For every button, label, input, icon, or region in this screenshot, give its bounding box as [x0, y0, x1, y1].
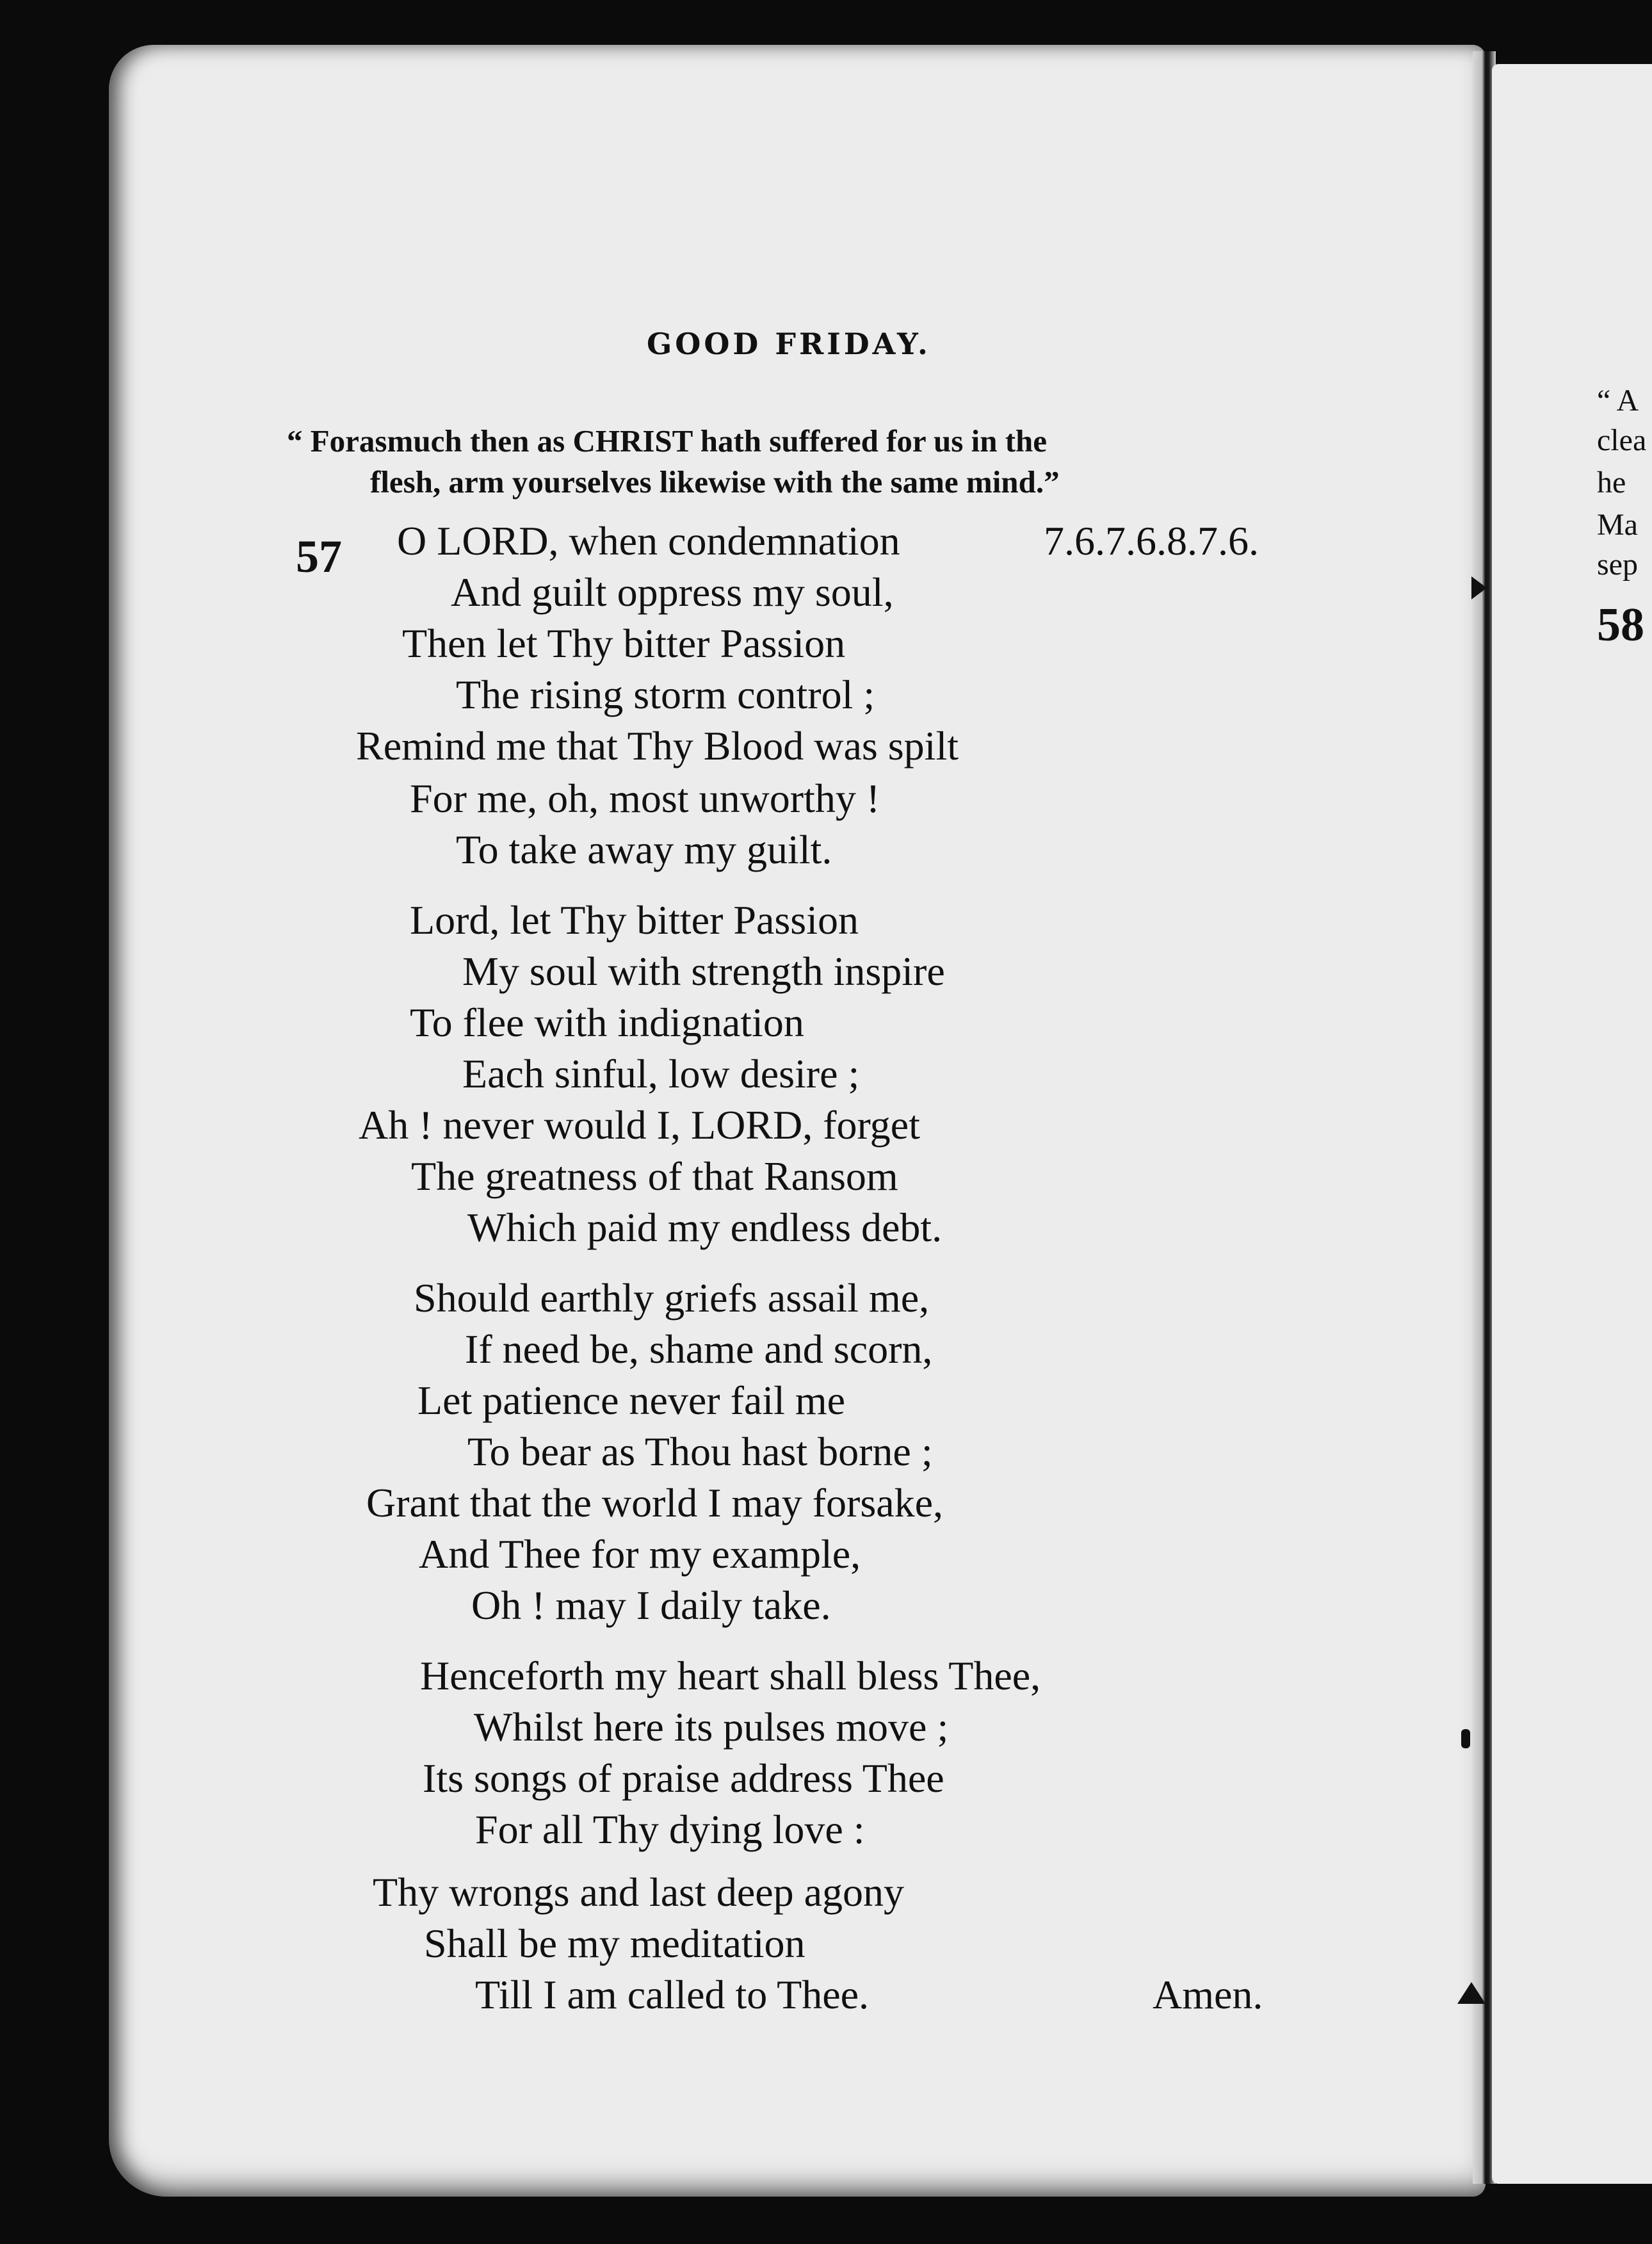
- gutter-mark: [1471, 576, 1487, 599]
- hymn-line: My soul with strength inspire: [462, 948, 945, 994]
- hymn-line: For all Thy dying love :: [475, 1807, 865, 1852]
- right-page: [1492, 64, 1652, 2184]
- hymn-line: Each sinful, low desire ;: [462, 1051, 860, 1096]
- hymn-line: Which paid my endless debt.: [467, 1205, 943, 1250]
- hymn-line: Thy wrongs and last deep agony: [373, 1869, 905, 1915]
- hymn-line: Should earthly griefs assail me,: [414, 1275, 930, 1321]
- gutter-mark: [1461, 1729, 1470, 1748]
- hymn-line: Its songs of praise address Thee: [423, 1755, 944, 1801]
- right-page-fragment: Ma: [1597, 508, 1638, 542]
- hymn-meter: 7.6.7.6.8.7.6.: [1044, 518, 1259, 564]
- page-heading: GOOD FRIDAY.: [647, 327, 931, 361]
- hymn-line: Lord, let Thy bitter Passion: [410, 897, 859, 943]
- hymn-number: 57: [296, 531, 342, 582]
- hymn-line: Grant that the world I may forsake,: [366, 1480, 944, 1525]
- epigraph-line-1: “ Forasmuch then as CHRIST hath suffered for us in the: [287, 423, 1048, 459]
- right-page-hymn-number: 58: [1597, 599, 1644, 651]
- hymn-line: Henceforth my heart shall bless Thee,: [420, 1653, 1041, 1698]
- epigraph-line-2: flesh, arm yourselves likewise with the same mind.”: [370, 464, 1060, 500]
- hymn-line: To bear as Thou hast borne ;: [467, 1429, 933, 1474]
- hymn-line: To flee with indignation: [410, 1000, 804, 1045]
- hymn-line: Oh ! may I daily take.: [471, 1582, 831, 1628]
- hymn-line: The greatness of that Ransom: [411, 1153, 898, 1199]
- hymn-line: Let patience never fail me: [417, 1378, 846, 1423]
- hymn-line: To take away my guilt.: [456, 827, 832, 872]
- hymn-line: For me, oh, most unworthy !: [410, 776, 880, 821]
- right-page-fragment: he: [1597, 466, 1626, 500]
- hymn-line: If need be, shame and scorn,: [465, 1326, 933, 1372]
- hymn-line: Ah ! never would I, LORD, forget: [359, 1102, 920, 1148]
- right-page-fragment: “ A: [1597, 384, 1639, 418]
- hymn-line: And Thee for my example,: [419, 1531, 861, 1577]
- hymn-line: Till I am called to Thee.: [475, 1972, 869, 2017]
- hymn-line: Shall be my meditation: [424, 1921, 806, 1966]
- gutter-mark: [1457, 1982, 1486, 2004]
- hymn-line: O LORD, when condemnation: [397, 518, 900, 564]
- hymn-line: And guilt oppress my soul,: [451, 569, 894, 615]
- right-page-fragment: sep: [1597, 548, 1638, 581]
- hymn-line: Remind me that Thy Blood was spilt: [356, 723, 959, 768]
- hymn-line: Whilst here its pulses move ;: [474, 1704, 949, 1750]
- right-page-fragment: clea: [1597, 423, 1647, 457]
- amen: Amen.: [1153, 1972, 1263, 2017]
- hymn-line: The rising storm control ;: [456, 672, 875, 717]
- hymn-line: Then let Thy bitter Passion: [402, 621, 846, 666]
